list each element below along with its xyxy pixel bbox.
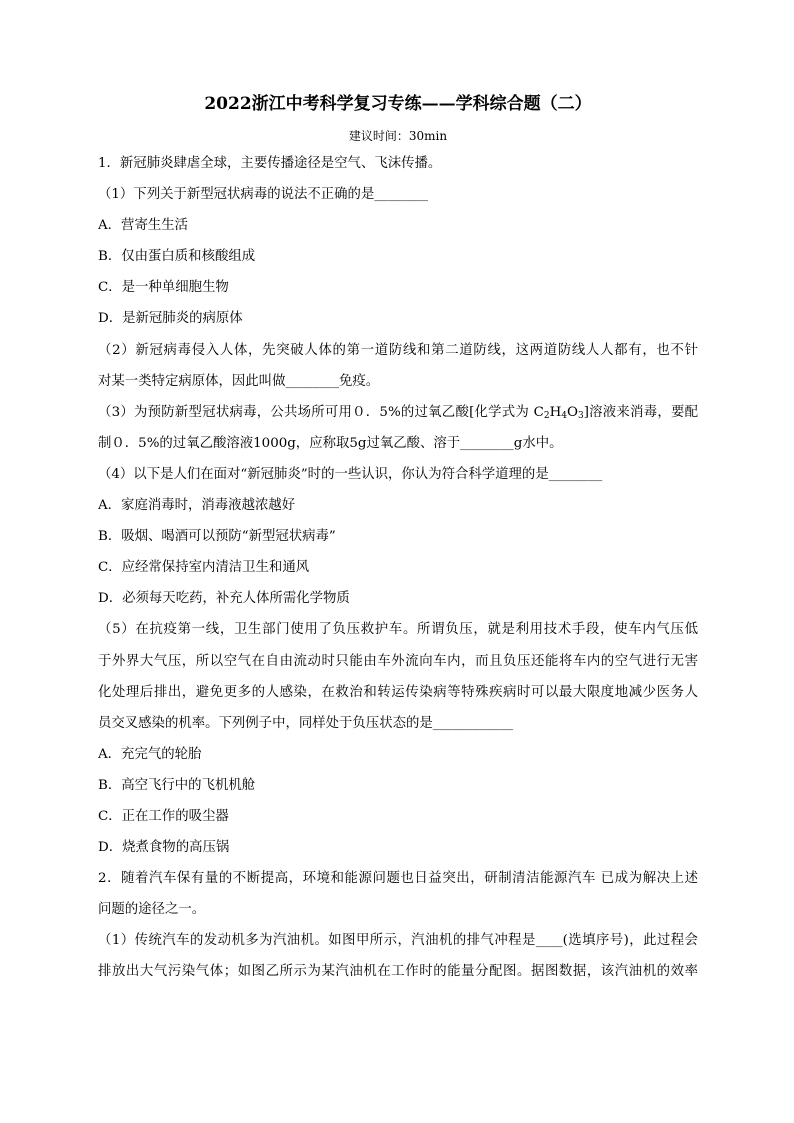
q1-p3-sub-3: 3	[577, 410, 584, 421]
q1-p5-option-d: D．烧煮食物的高压锅	[98, 840, 230, 856]
q1-p5-line2: 于外界大气压，所以空气在自由流动时只能由车外流向车内，而且负压还能将车内的空气进行无害	[98, 653, 698, 669]
q2-p1-line1: （1）传统汽车的发动机多为汽油机。如图甲所示，汽油机的排气冲程是____(选填序号)，此过程会	[98, 933, 698, 949]
q1-p1-option-d: D．是新冠肺炎的病原体	[98, 311, 243, 327]
q1-p2-line2: 对某一类特定病原体，因此叫做________免疫。	[98, 373, 380, 389]
q1-p4-option-b: B．吸烟、喝酒可以预防“新型冠状病毒”	[98, 529, 336, 545]
q1-p3-sub-1: 2	[543, 410, 550, 421]
q1-p2-line1: （2）新冠病毒侵入人体，先突破人体的第一道防线和第二道防线，这两道防线人人都有，也不针	[98, 342, 698, 358]
q1-p5-line4: 员交叉感染的机率。下列例子中，同样处于负压状态的是____________	[98, 715, 514, 731]
q1-p4-question: （4）以下是人们在面对“新冠肺炎”时的一些认识，你认为符合科学道理的是________	[98, 466, 603, 482]
q2-p1-line2: 排放出大气污染气体；如图乙所示为某汽油机在工作时的能量分配图。据图数据，该汽油机的效率	[98, 964, 698, 980]
q1-p4-option-d: D．必须每天吃药，补充人体所需化学物质	[98, 591, 350, 607]
q1-p5-option-c: C．正在工作的吸尘器	[98, 808, 229, 824]
q1-p3-line1	[98, 403, 698, 423]
q1-p1-option-b: B．仅由蛋白质和核酸组成	[98, 249, 256, 265]
q1-p3-line2: 制０．5%的过氧乙酸溶液1000g，应称取5g过氧乙酸、溶于________g水中。	[98, 435, 563, 451]
q1-stem: 1．新冠肺炎肆虐全球，主要传播途径是空气、飞沫传播。	[98, 156, 442, 171]
q1-p3-text-a: （3）为预防新型冠状病毒，公共场所可用０．5%的过氧乙酸[化学式为 C	[98, 404, 544, 420]
q2-stem-line1: 2．随着汽车保有量的不断提高，环境和能源问题也日益突出，研制清洁能源汽车 已成为解决上述	[98, 871, 698, 887]
q1-p5-line3: 化处理后排出，避免更多的人感染，在救治和转运传染病等特殊疾病时可以最大限度地减少医务人	[98, 684, 698, 700]
suggested-time: 建议时间：30min	[348, 129, 448, 143]
q1-p5-option-b: B．高空飞行中的飞机机舱	[98, 777, 256, 793]
q1-p3-sub-2: 4	[561, 410, 567, 421]
document-title: 2022浙江中考科学复习专练——学科综合题（二）	[204, 94, 592, 114]
q1-p3-text-o: O	[566, 404, 578, 420]
q2-stem-line2: 问题的途径之一。	[98, 902, 206, 918]
q1-p4-option-c: C．应经常保持室内清洁卫生和通风	[98, 560, 310, 576]
q1-p5-option-a: A．充完气的轮胎	[98, 746, 202, 762]
q1-p3-text-h: H	[549, 404, 562, 420]
q1-p3-text-b: ]溶液来消毒，要配	[583, 404, 698, 420]
q1-p1-option-c: C．是一种单细胞生物	[98, 280, 229, 296]
q1-p1-option-a: A．营寄生生活	[98, 218, 189, 234]
q1-p4-option-a: A．家庭消毒时，消毒液越浓越好	[98, 498, 296, 514]
q1-p1-question: （1）下列关于新型冠状病毒的说法不正确的是________	[98, 187, 428, 203]
q1-p5-line1: （5）在抗疫第一线，卫生部门使用了负压救护车。所谓负压，就是利用技术手段，使车内气压低	[98, 622, 698, 638]
